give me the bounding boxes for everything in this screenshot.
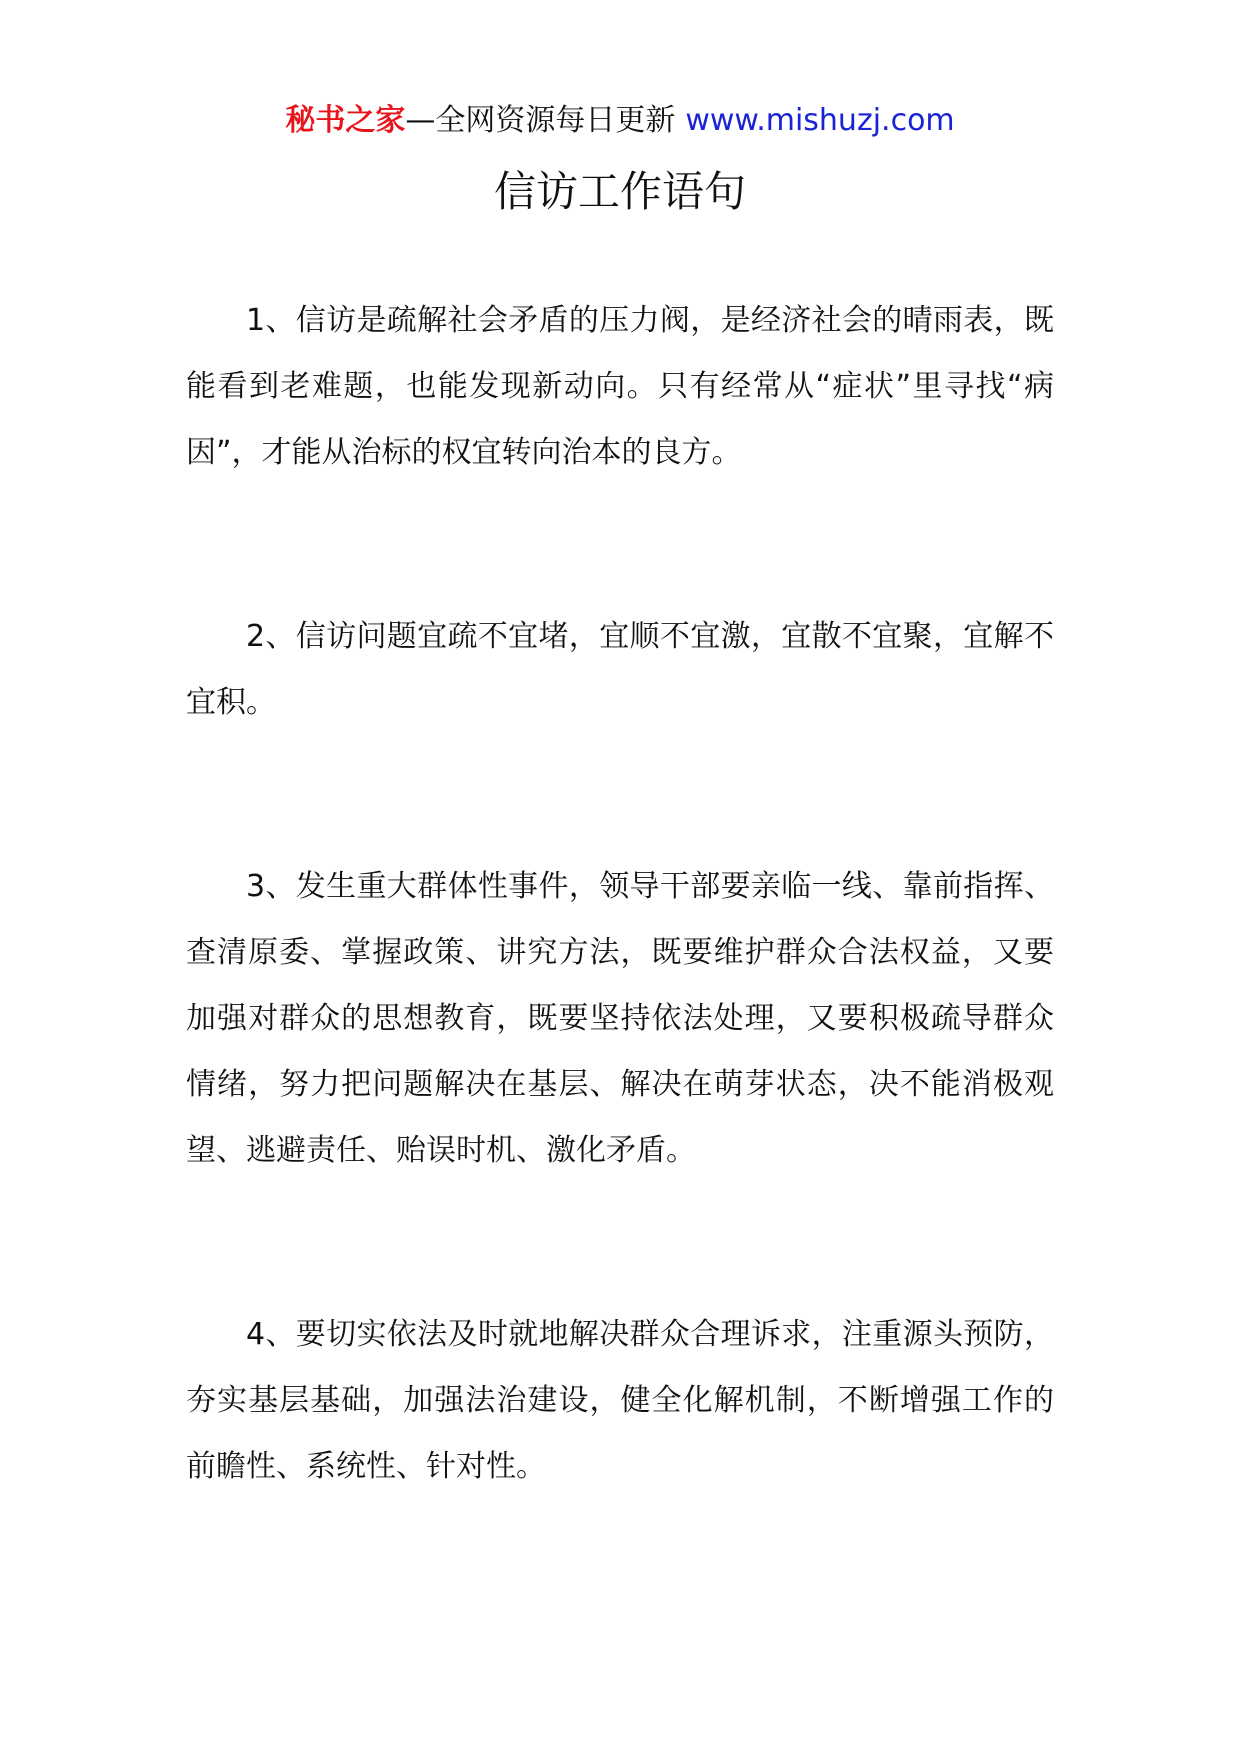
paragraph-3: 3、发生重大群体性事件，领导干部要亲临一线、靠前指挥、查清原委、掌握政策、讲究方法，既要维护群众合法权益，又要加强对群众的思想教育，既要坚持依法处理，又要积极疏导群众情绪，努力把问题解决在基层、解决在萌芽状态，决不能消极观望、逃避责任、贻误时机、激化矛盾。 <box>186 869 1054 1168</box>
header-tagline: —全网资源每日更新 <box>405 103 676 138</box>
site-url-link[interactable]: www.mishuzj.com <box>685 103 955 138</box>
paragraph-4: 4、要切实依法及时就地解决群众合理诉求，注重源头预防，夯实基层基础，加强法治建设，健全化解机制，不断增强工作的前瞻性、系统性、针对性。 <box>186 1317 1054 1484</box>
brand-name: 秘书之家 <box>285 103 406 138</box>
document-title: 信访工作语句 <box>493 167 746 216</box>
site-header <box>0 98 1240 144</box>
document-body <box>186 288 1054 1618</box>
paragraph-2: 2、信访问题宜疏不宜堵，宜顺不宜激，宜散不宜聚，宜解不宜积。 <box>186 619 1054 720</box>
paragraph-1: 1、信访是疏解社会矛盾的压力阀，是经济社会的晴雨表，既能看到老难题，也能发现新动向。只有经常从“症状”里寻找“病因”，才能从治标的权宜转向治本的良方。 <box>186 303 1054 470</box>
